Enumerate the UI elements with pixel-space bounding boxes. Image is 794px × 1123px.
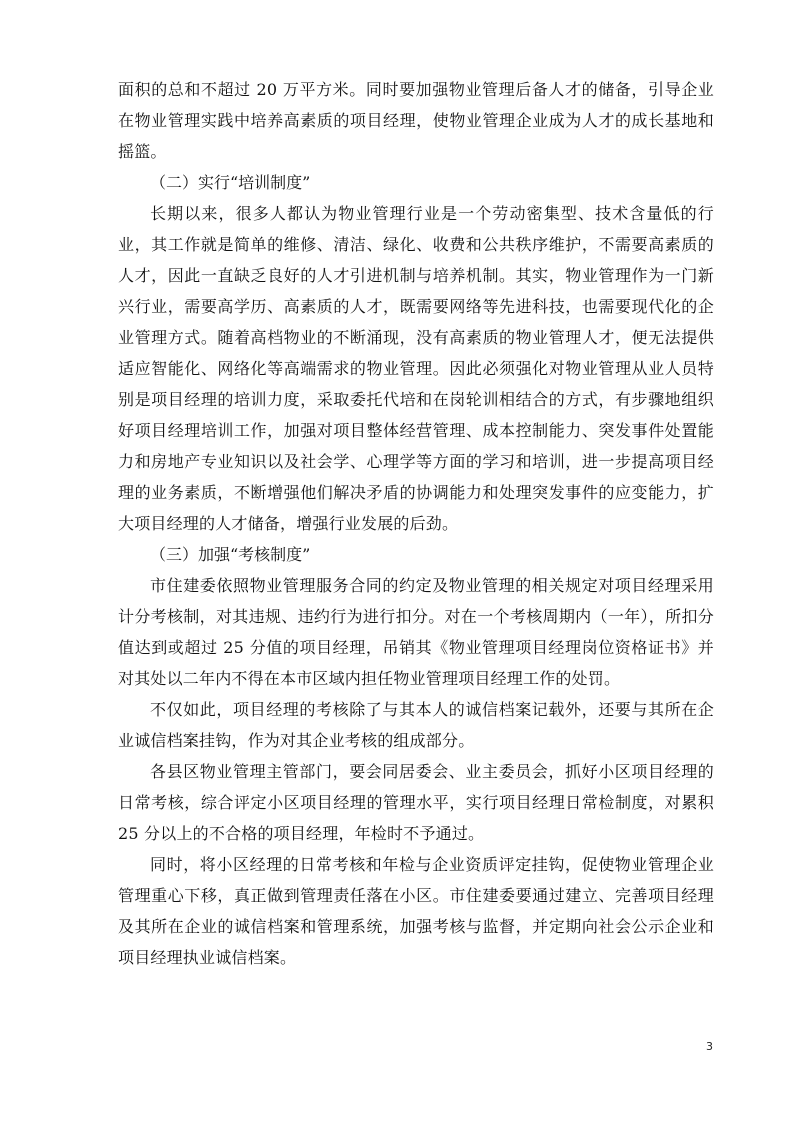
page-number: 3 [706,1040,713,1053]
section-heading-assessment: （三）加强“考核制度” [150,545,311,564]
paragraph-assessment-district: 各县区物业管理主管部门，要会同居委会、业主委员会，抓好小区项目经理的日常考核，综合评定小区项目经理的管理水平，实行项目经理日常检制度，对累积 25 分以上的不合格的项目经理，年检时不予通过。 [118,762,714,843]
paragraph-training: 长期以来，很多人都认为物业管理行业是一个劳动密集型、技术含量低的行业，其工作就是简单的维修、清洁、绿化、收费和公共秩序维护，不需要高素质的人才，因此一直缺乏良好的人才引进机制与培养机制。其实，物业管理作为一门新兴行业，需要高学历、高素质的人才，既需要网络等先进科技，也需要现代化的企业管理方式。随着高档物业的不断涌现，没有高素质的物业管理人才，便无法提供适应智能化、网络化等高端需求的物业管理。因此必须强化对物业管理从业人员特别是项目经理的培训力度，采取委托代培和在岗轮训相结合的方式，有步骤地组织好项目经理培训工作，加强对项目整体经营管理、成本控制能力、突发事件处置能力和房地产专业知识以及社会学、心理学等方面的学习和培训，进一步提高项目经理的业务素质，不断增强他们解决矛盾的协调能力和处理突发事件的应变能力，扩大项目经理的人才储备，增强行业发展的后劲。 [118,204,714,533]
paragraph-continuation: 面积的总和不超过 20 万平方米。同时要加强物业管理后备人才的储备，引导企业在物业管理实践中培养高素质的项目经理，使物业管理企业成为人才的成长基地和摇篮。 [118,80,714,161]
document-body [118,74,714,973]
paragraph-assessment-credit: 不仅如此，项目经理的考核除了与其本人的诚信档案记载外，还要与其所在企业诚信档案挂钩，作为对其企业考核的组成部分。 [118,700,714,750]
section-heading-training: （二）实行“培训制度” [150,173,311,192]
paragraph-assessment-linkage: 同时，将小区经理的日常考核和年检与企业资质评定挂钩，促使物业管理企业管理重心下移，真正做到管理责任落在小区。市住建委要通过建立、完善项目经理及其所在企业的诚信档案和管理系统，加强考核与监督，并定期向社会公示企业和项目经理执业诚信档案。 [118,855,714,967]
paragraph-assessment-scoring: 市住建委依照物业管理服务合同的约定及物业管理的相关规定对项目经理采用计分考核制，对其违规、违约行为进行扣分。对在一个考核周期内（一年），所扣分值达到或超过 25 分值的项目经理，吊销其《物业管理项目经理岗位资格证书》并对其处以二年内不得在本市区域内担任物业管理项目经理工作的处罚。 [118,576,714,688]
